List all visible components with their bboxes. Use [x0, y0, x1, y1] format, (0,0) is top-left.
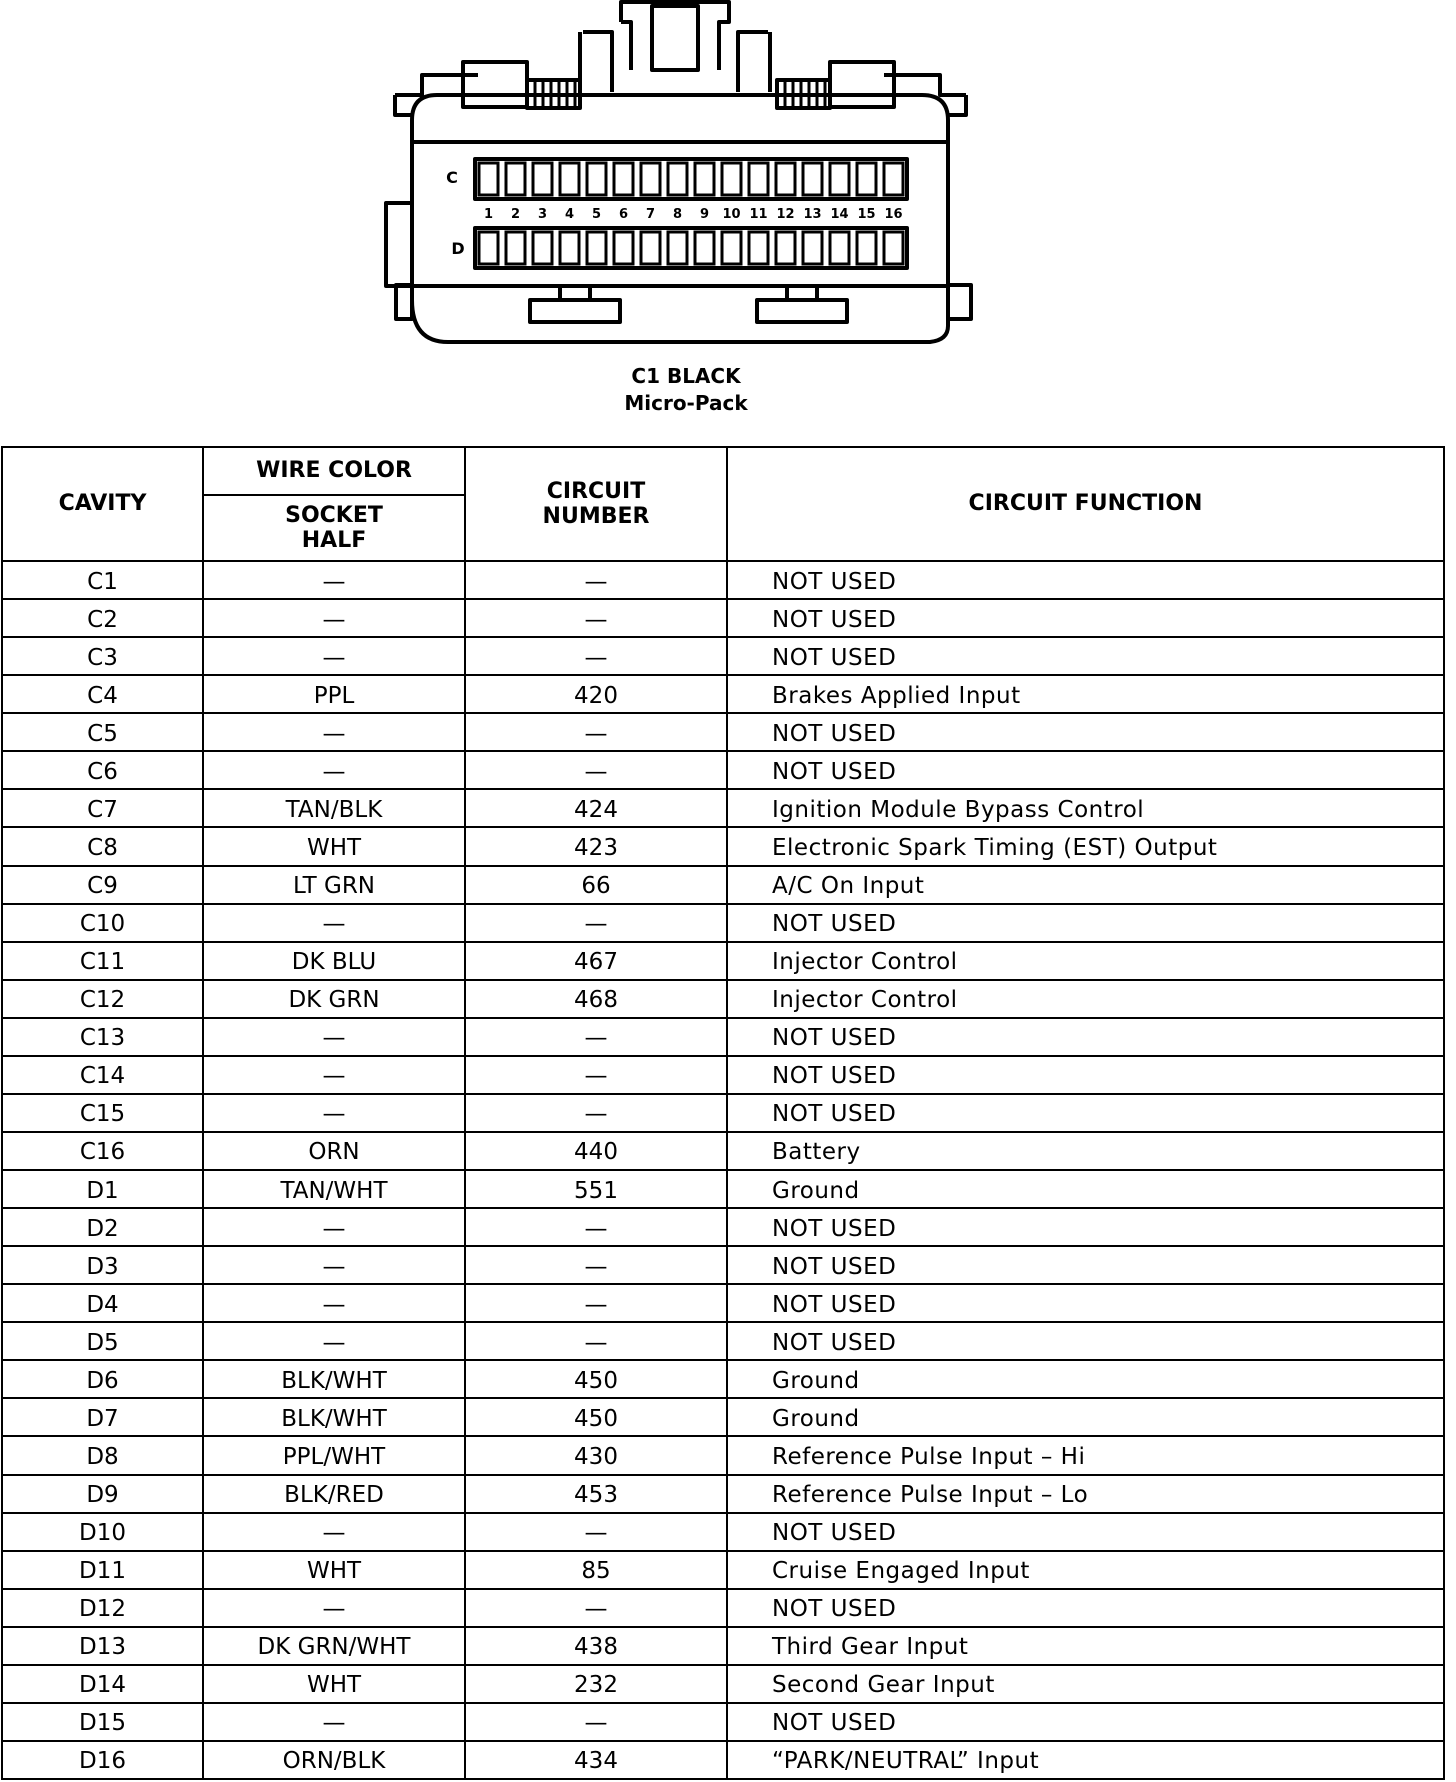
table-row	[2, 1589, 1444, 1627]
circuit-number-cell: —	[465, 751, 727, 789]
circuit-number-cell: 438	[465, 1627, 727, 1665]
circuit-number-cell: —	[465, 561, 727, 599]
table-row	[2, 1436, 1444, 1474]
pin-number-label: 10	[722, 207, 741, 222]
table-row	[2, 1360, 1444, 1398]
table-row	[2, 866, 1444, 904]
wire-color-cell: —	[203, 1018, 465, 1056]
wire-color-cell: DK GRN/WHT	[203, 1627, 465, 1665]
circuit-function-cell: Brakes Applied Input	[727, 675, 1444, 713]
circuit-number-cell: 424	[465, 789, 727, 827]
table-row	[2, 1665, 1444, 1703]
circuit-number-cell: —	[465, 599, 727, 637]
circuit-function-cell: NOT USED	[727, 1322, 1444, 1360]
circuit-number-cell: 85	[465, 1551, 727, 1589]
cavity-cell: C2	[2, 599, 203, 637]
circuit-number-cell: 450	[465, 1360, 727, 1398]
pin-cavity-d4	[560, 232, 579, 264]
circuit-function-cell: NOT USED	[727, 561, 1444, 599]
wire-color-cell: —	[203, 1284, 465, 1322]
pin-cavity-d8	[668, 232, 687, 264]
cavity-cell: D9	[2, 1475, 203, 1513]
cavity-cell: C8	[2, 827, 203, 865]
wire-color-cell: WHT	[203, 1551, 465, 1589]
circuit-function-cell: Electronic Spark Timing (EST) Output	[727, 827, 1444, 865]
cavity-cell: C12	[2, 980, 203, 1018]
circuit-number-cell: 453	[465, 1475, 727, 1513]
table-row	[2, 1094, 1444, 1132]
cavity-cell: D14	[2, 1665, 203, 1703]
pin-cavity-c9	[695, 163, 714, 195]
pin-number-label: 12	[776, 207, 795, 222]
header-cavity: CAVITY	[2, 447, 203, 561]
circuit-number-cell: —	[465, 1094, 727, 1132]
pin-number-label: 8	[672, 207, 683, 222]
pin-cavity-d7	[641, 232, 660, 264]
table-row	[2, 1475, 1444, 1513]
wire-color-cell: BLK/RED	[203, 1475, 465, 1513]
pin-cavity-c4	[560, 163, 579, 195]
cavity-cell: C15	[2, 1094, 203, 1132]
table-row	[2, 980, 1444, 1018]
circuit-number-cell: —	[465, 713, 727, 751]
pinout-table-body	[2, 561, 1444, 1779]
wire-color-cell: TAN/WHT	[203, 1170, 465, 1208]
wire-color-cell: —	[203, 1208, 465, 1246]
wire-color-cell: DK BLU	[203, 942, 465, 980]
circuit-number-cell: —	[465, 1246, 727, 1284]
circuit-function-cell: Ground	[727, 1360, 1444, 1398]
cavity-cell: C13	[2, 1018, 203, 1056]
wire-color-cell: PPL/WHT	[203, 1436, 465, 1474]
pin-cavity-c8	[668, 163, 687, 195]
circuit-function-cell: Ground	[727, 1398, 1444, 1436]
pin-cavity-d14	[830, 232, 849, 264]
pin-cavity-d3	[533, 232, 552, 264]
cavity-cell: D8	[2, 1436, 203, 1474]
wire-color-cell: WHT	[203, 1665, 465, 1703]
wire-color-cell: —	[203, 1513, 465, 1551]
circuit-number-cell: —	[465, 1703, 727, 1741]
pin-cavity-d13	[803, 232, 822, 264]
circuit-function-cell: Third Gear Input	[727, 1627, 1444, 1665]
circuit-function-cell: Ground	[727, 1170, 1444, 1208]
cavity-cell: D5	[2, 1322, 203, 1360]
circuit-number-cell: 468	[465, 980, 727, 1018]
wire-color-cell: DK GRN	[203, 980, 465, 1018]
circuit-function-cell: NOT USED	[727, 1703, 1444, 1741]
wire-color-cell: —	[203, 561, 465, 599]
circuit-function-cell: NOT USED	[727, 1208, 1444, 1246]
wire-color-cell: TAN/BLK	[203, 789, 465, 827]
pin-cavity-c12	[776, 163, 795, 195]
circuit-number-cell: 551	[465, 1170, 727, 1208]
connector-drawing	[0, 0, 1456, 440]
pin-cavity-c6	[614, 163, 633, 195]
circuit-function-cell: Injector Control	[727, 980, 1444, 1018]
cavity-cell: C11	[2, 942, 203, 980]
circuit-function-cell: Reference Pulse Input – Hi	[727, 1436, 1444, 1474]
table-row	[2, 713, 1444, 751]
wire-color-cell: —	[203, 751, 465, 789]
circuit-function-cell: NOT USED	[727, 1513, 1444, 1551]
table-row	[2, 942, 1444, 980]
cavity-cell: D1	[2, 1170, 203, 1208]
cavity-cell: D16	[2, 1741, 203, 1779]
pin-cavity-c11	[749, 163, 768, 195]
table-row	[2, 1246, 1444, 1284]
table-row	[2, 904, 1444, 942]
pin-number-label: 13	[803, 207, 822, 222]
header-circuit-number: CIRCUIT NUMBER	[465, 447, 727, 561]
table-row	[2, 675, 1444, 713]
circuit-function-cell: Second Gear Input	[727, 1665, 1444, 1703]
cavity-cell: C10	[2, 904, 203, 942]
pin-number-label: 14	[830, 207, 849, 222]
table-row	[2, 1322, 1444, 1360]
table-row	[2, 1170, 1444, 1208]
circuit-number-cell: —	[465, 1018, 727, 1056]
table-row	[2, 1741, 1444, 1779]
pin-cavity-c10	[722, 163, 741, 195]
cavity-cell: C9	[2, 866, 203, 904]
circuit-function-cell: NOT USED	[727, 1056, 1444, 1094]
circuit-number-cell: 423	[465, 827, 727, 865]
pin-cavity-d9	[695, 232, 714, 264]
cavity-cell: C14	[2, 1056, 203, 1094]
pin-cavity-c2	[506, 163, 525, 195]
header-wire-color: WIRE COLOR	[203, 447, 465, 495]
table-row	[2, 1056, 1444, 1094]
circuit-function-cell: Cruise Engaged Input	[727, 1551, 1444, 1589]
wire-color-cell: —	[203, 713, 465, 751]
pin-cavity-d11	[749, 232, 768, 264]
cavity-cell: C7	[2, 789, 203, 827]
cavity-cell: C3	[2, 637, 203, 675]
wire-color-cell: —	[203, 1703, 465, 1741]
cavity-cell: D15	[2, 1703, 203, 1741]
pin-cavity-d5	[587, 232, 606, 264]
pin-number-label: 1	[483, 207, 494, 222]
pin-cavity-d12	[776, 232, 795, 264]
wire-color-cell: WHT	[203, 827, 465, 865]
circuit-number-cell: —	[465, 1322, 727, 1360]
table-row	[2, 1284, 1444, 1322]
wire-color-cell: ORN	[203, 1132, 465, 1170]
cavity-cell: D11	[2, 1551, 203, 1589]
pin-cavity-c1	[479, 163, 498, 195]
wire-color-cell: —	[203, 637, 465, 675]
circuit-function-cell: “PARK/NEUTRAL” Input	[727, 1741, 1444, 1779]
pin-cavity-c16	[884, 163, 903, 195]
pin-number-label: 11	[749, 207, 768, 222]
circuit-function-cell: Injector Control	[727, 942, 1444, 980]
circuit-function-cell: A/C On Input	[727, 866, 1444, 904]
wire-color-cell: —	[203, 904, 465, 942]
circuit-function-cell: Reference Pulse Input – Lo	[727, 1475, 1444, 1513]
table-row	[2, 1551, 1444, 1589]
wire-color-cell: —	[203, 1589, 465, 1627]
table-row	[2, 789, 1444, 827]
pin-cavity-c14	[830, 163, 849, 195]
circuit-number-cell: —	[465, 1284, 727, 1322]
table-row	[2, 599, 1444, 637]
table-row	[2, 827, 1444, 865]
table-row	[2, 1208, 1444, 1246]
pin-number-label: 7	[645, 207, 656, 222]
row-c-label: C	[446, 168, 458, 187]
pin-number-label: 4	[564, 207, 575, 222]
wire-color-cell: —	[203, 1094, 465, 1132]
circuit-number-cell: —	[465, 904, 727, 942]
cavity-cell: C6	[2, 751, 203, 789]
cavity-cell: D12	[2, 1589, 203, 1627]
cavity-cell: D6	[2, 1360, 203, 1398]
circuit-function-cell: Ignition Module Bypass Control	[727, 789, 1444, 827]
connector-subtitle: Micro-Pack	[624, 391, 748, 415]
circuit-number-cell: 434	[465, 1741, 727, 1779]
pin-number-label: 6	[618, 207, 629, 222]
circuit-number-cell: —	[465, 1208, 727, 1246]
circuit-number-cell: 450	[465, 1398, 727, 1436]
table-row	[2, 1018, 1444, 1056]
pin-cavity-d2	[506, 232, 525, 264]
circuit-function-cell: NOT USED	[727, 1589, 1444, 1627]
circuit-number-cell: 430	[465, 1436, 727, 1474]
cavity-cell: D13	[2, 1627, 203, 1665]
circuit-number-cell: 66	[465, 866, 727, 904]
circuit-function-cell: NOT USED	[727, 1018, 1444, 1056]
circuit-function-cell: NOT USED	[727, 713, 1444, 751]
wire-color-cell: LT GRN	[203, 866, 465, 904]
circuit-number-cell: 420	[465, 675, 727, 713]
circuit-function-cell: NOT USED	[727, 1246, 1444, 1284]
circuit-number-cell: 467	[465, 942, 727, 980]
header-socket-half: SOCKET HALF	[203, 495, 465, 561]
circuit-function-cell: NOT USED	[727, 1284, 1444, 1322]
circuit-function-cell: NOT USED	[727, 904, 1444, 942]
pin-number-label: 16	[884, 207, 903, 222]
circuit-number-cell: —	[465, 1056, 727, 1094]
pin-number-label: 5	[591, 207, 602, 222]
circuit-number-cell: 232	[465, 1665, 727, 1703]
header-circuit-function: CIRCUIT FUNCTION	[727, 447, 1444, 561]
pin-cavity-c13	[803, 163, 822, 195]
pin-cavity-c5	[587, 163, 606, 195]
pin-number-label: 15	[857, 207, 876, 222]
cavity-cell: C16	[2, 1132, 203, 1170]
pin-cavity-d6	[614, 232, 633, 264]
circuit-function-cell: Battery	[727, 1132, 1444, 1170]
table-row	[2, 637, 1444, 675]
wire-color-cell: —	[203, 1246, 465, 1284]
pin-number-label: 3	[537, 207, 548, 222]
cavity-cell: D7	[2, 1398, 203, 1436]
wire-color-cell: —	[203, 1056, 465, 1094]
wire-color-cell: —	[203, 599, 465, 637]
pin-cavity-d16	[884, 232, 903, 264]
table-row	[2, 1398, 1444, 1436]
wire-color-cell: ORN/BLK	[203, 1741, 465, 1779]
circuit-function-cell: NOT USED	[727, 751, 1444, 789]
table-row	[2, 1627, 1444, 1665]
connector-title: C1 BLACK	[631, 364, 741, 388]
table-row	[2, 561, 1444, 599]
cavity-cell: C4	[2, 675, 203, 713]
pin-cavity-c3	[533, 163, 552, 195]
wire-color-cell: BLK/WHT	[203, 1398, 465, 1436]
circuit-number-cell: —	[465, 1513, 727, 1551]
circuit-number-cell: —	[465, 1589, 727, 1627]
pin-number-label: 9	[699, 207, 710, 222]
pin-cavity-d1	[479, 232, 498, 264]
pin-number-label: 2	[510, 207, 521, 222]
pin-cavity-c7	[641, 163, 660, 195]
circuit-function-cell: NOT USED	[727, 637, 1444, 675]
circuit-function-cell: NOT USED	[727, 599, 1444, 637]
cavity-cell: D4	[2, 1284, 203, 1322]
cavity-cell: C5	[2, 713, 203, 751]
cavity-cell: D3	[2, 1246, 203, 1284]
wire-color-cell: PPL	[203, 675, 465, 713]
pin-cavity-d10	[722, 232, 741, 264]
table-row	[2, 1132, 1444, 1170]
wire-color-cell: BLK/WHT	[203, 1360, 465, 1398]
pin-cavity-c15	[857, 163, 876, 195]
wire-color-cell: —	[203, 1322, 465, 1360]
table-row	[2, 1513, 1444, 1551]
circuit-number-cell: 440	[465, 1132, 727, 1170]
circuit-number-cell: —	[465, 637, 727, 675]
cavity-cell: D10	[2, 1513, 203, 1551]
table-row	[2, 751, 1444, 789]
circuit-function-cell: NOT USED	[727, 1094, 1444, 1132]
cavity-cell: D2	[2, 1208, 203, 1246]
cavity-cell: C1	[2, 561, 203, 599]
row-d-label: D	[451, 239, 465, 258]
pinout-table	[1, 446, 1445, 1780]
table-row	[2, 1703, 1444, 1741]
connector-figure	[0, 0, 1456, 440]
pin-cavity-d15	[857, 232, 876, 264]
